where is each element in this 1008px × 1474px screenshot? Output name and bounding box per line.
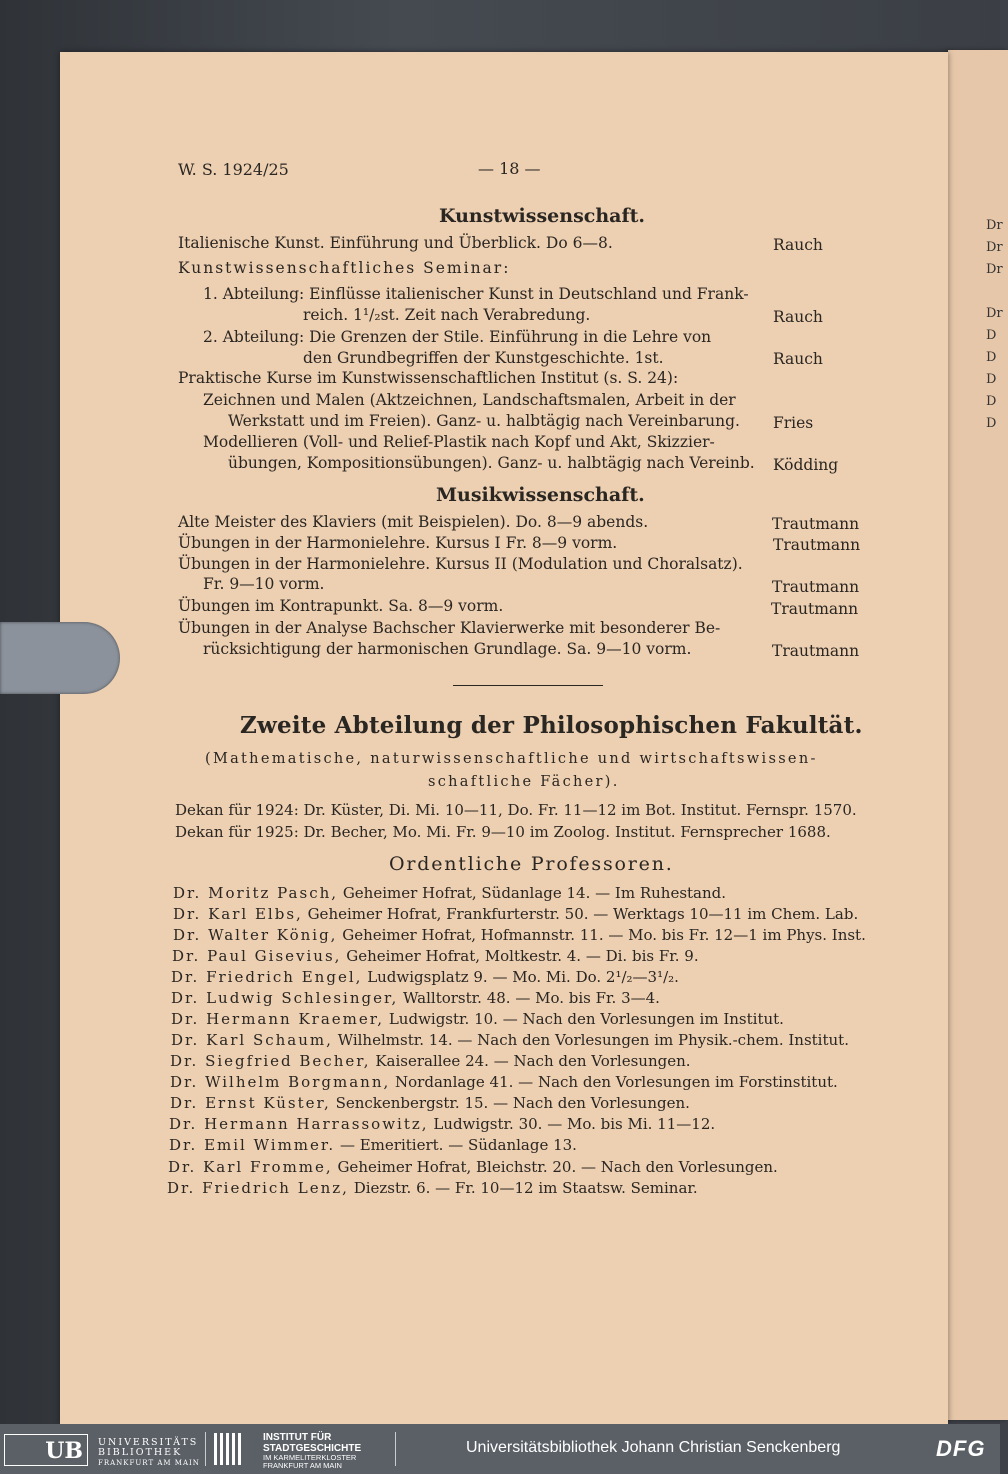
- bookmark-tab: [0, 622, 120, 694]
- professor-name: Dr. Emil Wimmer.: [169, 1136, 336, 1154]
- professor-details: Ludwigstr. 10. — Nach den Vorlesungen im Institut.: [388, 1010, 784, 1028]
- teacher-name: Rauch: [773, 308, 823, 326]
- professor-name: Dr. Siegfried Becher,: [170, 1052, 371, 1070]
- professor-name: Dr. Ludwig Schlesinger,: [171, 989, 399, 1007]
- course-line: Praktische Kurse im Kunstwissenschaftlichen Institut (s. S. 24):: [178, 369, 679, 387]
- teacher-name: Trautmann: [772, 642, 860, 660]
- course-line: Alte Meister des Klaviers (mit Beispielen). Do. 8—9 abends.: [178, 513, 649, 531]
- professor-entry: [171, 968, 679, 986]
- professor-name: Dr. Karl Elbs,: [173, 905, 303, 923]
- document-page: [60, 52, 948, 1424]
- professor-details: Kaiserallee 24. — Nach den Vorlesungen.: [375, 1052, 691, 1070]
- professor-name: Dr. Friedrich Lenz,: [167, 1179, 349, 1197]
- teacher-name: Trautmann: [772, 578, 860, 596]
- professor-entry: [169, 1115, 715, 1133]
- faculty-subtitle: (Mathematische, naturwissenschaftliche und wirtschaftswissen-: [205, 751, 818, 767]
- course-line: 1. Abteilung: Einflüsse italienischer Kunst in Deutschland und Frank-: [203, 285, 749, 303]
- professor-name: Dr. Karl Schaum,: [171, 1031, 333, 1049]
- teacher-name: Trautmann: [772, 515, 860, 533]
- professor-entry: [173, 905, 858, 923]
- heading-kunstwissenschaft: Kunstwissenschaft.: [439, 205, 646, 227]
- teacher-name: Ködding: [773, 456, 839, 474]
- heading-faculty: Zweite Abteilung der Philosophischen Fakultät.: [240, 712, 863, 739]
- teacher-name: Rauch: [773, 350, 823, 368]
- dfg-logo[interactable]: DFG: [936, 1436, 986, 1461]
- professor-name: Dr. Moritz Pasch,: [173, 884, 339, 902]
- professor-entry: [168, 1158, 778, 1176]
- facing-page-edge: [948, 50, 1008, 1420]
- course-line: Italienische Kunst. Einführung und Überblick. Do 6—8.: [178, 234, 613, 252]
- course-line: 2. Abteilung: Die Grenzen der Stile. Einführung in die Lehre von: [203, 328, 712, 346]
- professor-details: Diezstr. 6. — Fr. 10—12 im Staatsw. Seminar.: [353, 1179, 698, 1197]
- page-number: — 18 —: [478, 159, 541, 178]
- course-line: rücksichtigung der harmonischen Grundlage. Sa. 9—10 vorm.: [203, 640, 692, 658]
- course-line: Übungen in der Analyse Bachscher Klavierwerke mit besonderer Be-: [178, 619, 721, 637]
- professor-name: Dr. Ernst Küster,: [170, 1094, 331, 1112]
- course-line: übungen, Kompositionsübungen). Ganz- u. halbtägig nach Vereinb.: [228, 454, 755, 472]
- professor-details: Senckenbergstr. 15. — Nach den Vorlesungen.: [335, 1094, 690, 1112]
- institut-logo-icon[interactable]: [214, 1433, 254, 1465]
- professor-entry: [171, 1031, 849, 1049]
- course-line: Übungen im Kontrapunkt. Sa. 8—9 vorm.: [178, 597, 504, 615]
- course-line: Übungen in der Harmonielehre. Kursus II (Modulation und Choralsatz).: [178, 555, 743, 573]
- professor-entry: [173, 926, 866, 944]
- professor-name: Dr. Paul Gisevius,: [172, 947, 342, 965]
- teacher-name: Trautmann: [773, 536, 861, 554]
- professor-entry: [173, 884, 726, 902]
- professor-entry: [169, 1136, 577, 1154]
- professor-name: Dr. Walter König,: [173, 926, 338, 944]
- professor-name: Dr. Hermann Kraemer,: [171, 1010, 385, 1028]
- professor-entry: [170, 1052, 691, 1070]
- ub-name: UNIVERSITÄTS BIBLIOTHEK FRANKFURT AM MAIN: [98, 1437, 200, 1467]
- footer-title[interactable]: Universitätsbibliothek Johann Christian Senckenberg: [466, 1439, 841, 1456]
- professor-entry: [170, 1094, 690, 1112]
- professor-entry: [171, 989, 660, 1007]
- teacher-name: Trautmann: [771, 600, 859, 618]
- professor-details: Ludwigsplatz 9. — Mo. Mi. Do. 2¹/₂—3¹/₂.: [367, 968, 679, 986]
- professor-entry: [167, 1179, 698, 1197]
- course-line: Werkstatt und im Freien). Ganz- u. halbtägig nach Vereinbarung.: [228, 412, 740, 430]
- heading-musikwissenschaft: Musikwissenschaft.: [436, 484, 645, 506]
- seminar-heading: Kunstwissenschaftliches Seminar:: [178, 259, 511, 277]
- professor-details: Geheimer Hofrat, Südanlage 14. — Im Ruhestand.: [342, 884, 727, 902]
- professor-details: Wilhelmstr. 14. — Nach den Vorlesungen im Physik.-chem. Institut.: [337, 1031, 849, 1049]
- professor-details: Ludwigstr. 30. — Mo. bis Mi. 11—12.: [433, 1115, 716, 1133]
- dean-1925: Dekan für 1925: Dr. Becher, Mo. Mi. Fr. 9—10 im Zoolog. Institut. Fernsprecher 1688.: [175, 823, 831, 841]
- course-line: Modellieren (Voll- und Relief-Plastik nach Kopf und Akt, Skizzier-: [203, 433, 715, 451]
- viewer-footer: [0, 1424, 1000, 1474]
- professor-name: Dr. Friedrich Engel,: [171, 968, 363, 986]
- facing-page-fragments: Dr Dr Dr Dr D D D D D: [986, 218, 1003, 431]
- professor-entry: [172, 947, 699, 965]
- semester-label: W. S. 1924/25: [178, 160, 289, 179]
- professor-details: Geheimer Hofrat, Frankfurterstr. 50. — Werktags 10—11 im Chem. Lab.: [307, 905, 859, 923]
- professor-name: Dr. Karl Fromme,: [168, 1158, 333, 1176]
- professor-name: Dr. Wilhelm Borgmann,: [170, 1073, 391, 1091]
- professor-details: Walltorstr. 48. — Mo. bis Fr. 3—4.: [403, 989, 660, 1007]
- faculty-subtitle: schaftliche Fächer).: [428, 774, 620, 790]
- professor-details: Geheimer Hofrat, Bleichstr. 20. — Nach den Vorlesungen.: [337, 1158, 778, 1176]
- professor-details: — Emeritiert. — Südanlage 13.: [339, 1136, 577, 1154]
- course-line: Zeichnen und Malen (Aktzeichnen, Landschaftsmalen, Arbeit in der: [203, 391, 736, 409]
- ub-logo[interactable]: UB: [4, 1434, 88, 1466]
- teacher-name: Fries: [773, 414, 814, 432]
- course-line: Übungen in der Harmonielehre. Kursus I Fr. 8—9 vorm.: [178, 534, 618, 552]
- professor-details: Nordanlage 41. — Nach den Vorlesungen im Forstinstitut.: [395, 1073, 838, 1091]
- teacher-name: Rauch: [773, 236, 823, 254]
- course-line: den Grundbegriffen der Kunstgeschichte. 1st.: [303, 349, 664, 367]
- course-line: reich. 1¹/₂st. Zeit nach Verabredung.: [303, 306, 591, 324]
- professor-name: Dr. Hermann Harrassowitz,: [169, 1115, 429, 1133]
- professor-details: Geheimer Hofrat, Moltkestr. 4. — Di. bis Fr. 9.: [346, 947, 699, 965]
- footer-separator: [395, 1432, 396, 1466]
- section-divider: [453, 685, 603, 686]
- professor-details: Geheimer Hofrat, Hofmannstr. 11. — Mo. bis Fr. 12—1 im Phys. Inst.: [342, 926, 866, 944]
- institut-name: INSTITUT FÜR STADTGESCHICHTE IM KARMELITERKLOSTER FRANKFURT AM MAIN: [263, 1432, 362, 1470]
- professor-entry: [170, 1073, 838, 1091]
- footer-separator: [205, 1432, 206, 1466]
- course-line: Fr. 9—10 vorm.: [203, 575, 325, 593]
- subheading-ordentliche-professoren: Ordentliche Professoren.: [389, 853, 674, 875]
- dean-1924: Dekan für 1924: Dr. Küster, Di. Mi. 10—11, Do. Fr. 11—12 im Bot. Institut. Fernspr. 1570.: [175, 801, 857, 819]
- professor-entry: [171, 1010, 784, 1028]
